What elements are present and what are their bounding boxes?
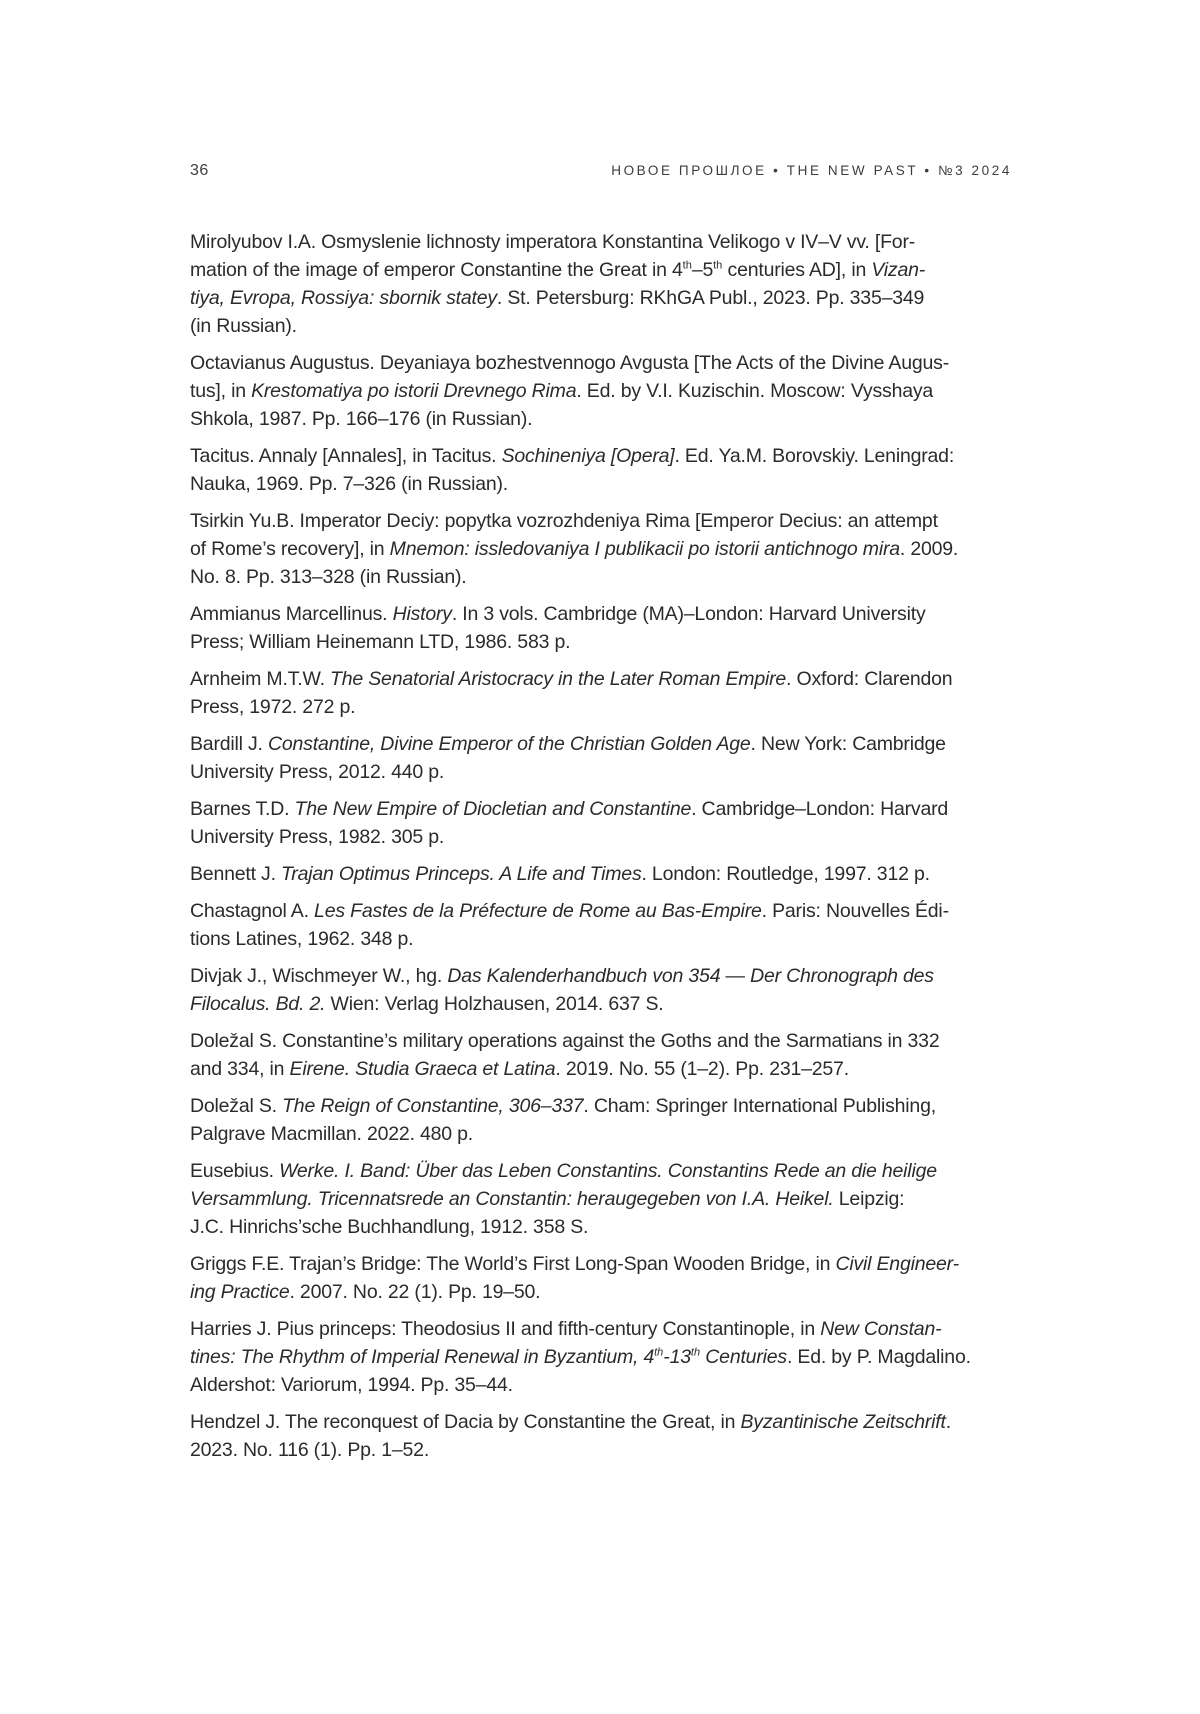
bibliography-line: Griggs F.E. Trajan’s Bridge: The World’s First Long-Span Wooden Bridge, in Civil Engineer-	[190, 1253, 959, 1275]
bibliography-line: mation of the image of emperor Constantine the Great in 4th–5th centuries AD], in Vizan-	[190, 259, 926, 281]
bibliography-line: tions Latines, 1962. 348 p.	[190, 928, 414, 950]
bibliography-entry	[190, 1092, 1016, 1148]
bibliography-line: No. 8. Pp. 313–328 (in Russian).	[190, 566, 467, 588]
bibliography-line: Mirolyubov I.A. Osmyslenie lichnosty imperatora Konstantina Velikogo v IV–V vv. [For-	[190, 231, 916, 253]
bibliography-entry	[190, 442, 1016, 498]
bibliography-line: ing Practice. 2007. No. 22 (1). Pp. 19–50.	[190, 1281, 541, 1303]
bibliography-line: Press; William Heinemann LTD, 1986. 583 p.	[190, 631, 571, 653]
bibliography-entry	[190, 1157, 1016, 1241]
bibliography-line: Hendzel J. The reconquest of Dacia by Constantine the Great, in Byzantinische Zeitschrift.	[190, 1411, 951, 1433]
bibliography-line: tiya, Evropa, Rossiya: sbornik statey. St. Petersburg: RKhGA Publ., 2023. Pp. 335–349	[190, 287, 925, 309]
bibliography-line: (in Russian).	[190, 315, 297, 337]
bibliography-line: Palgrave Macmillan. 2022. 480 p.	[190, 1123, 474, 1145]
bibliography-entry	[190, 897, 1016, 953]
bibliography-line: tines: The Rhythm of Imperial Renewal in Byzantium, 4th-13th Centuries. Ed. by P. Magdalino.	[190, 1346, 971, 1368]
bibliography-line: Doležal S. Constantine’s military operations against the Goths and the Sarmatians in 332	[190, 1030, 940, 1052]
bibliography	[190, 228, 1016, 1473]
bibliography-line: Versammlung. Tricennatsrede an Constantin: heraugegeben von I.A. Heikel. Leipzig:	[190, 1188, 905, 1210]
bibliography-entry	[190, 349, 1016, 433]
bibliography-line: Bennett J. Trajan Optimus Princeps. A Life and Times. London: Routledge, 1997. 312 p.	[190, 863, 930, 885]
bibliography-line: Tsirkin Yu.B. Imperator Deciy: popytka vozrozhdeniya Rima [Emperor Decius: an attempt	[190, 510, 938, 532]
bibliography-line: J.C. Hinrichs’sche Buchhandlung, 1912. 358 S.	[190, 1216, 589, 1238]
bibliography-entry	[190, 600, 1016, 656]
bibliography-line: University Press, 2012. 440 p.	[190, 761, 445, 783]
bibliography-entry	[190, 860, 1016, 888]
bibliography-line: Arnheim M.T.W. The Senatorial Aristocracy in the Later Roman Empire. Oxford: Clarendon	[190, 668, 953, 690]
bibliography-line: Nauka, 1969. Pp. 7–326 (in Russian).	[190, 473, 508, 495]
bibliography-entry	[190, 962, 1016, 1018]
bibliography-line: Bardill J. Constantine, Divine Emperor of the Christian Golden Age. New York: Cambridge	[190, 733, 946, 755]
bibliography-line: Aldershot: Variorum, 1994. Pp. 35–44.	[190, 1374, 513, 1396]
bibliography-entry	[190, 1408, 1016, 1464]
bibliography-line: Divjak J., Wischmeyer W., hg. Das Kalenderhandbuch von 354 — Der Chronograph des	[190, 965, 934, 987]
bibliography-entry	[190, 795, 1016, 851]
bibliography-line: Eusebius. Werke. I. Band: Über das Leben Constantins. Constantins Rede an die heilige	[190, 1160, 937, 1182]
bibliography-entry	[190, 228, 1016, 340]
bibliography-line: of Rome’s recovery], in Mnemon: issledovaniya I publikacii po istorii antichnogo mira. 2009.	[190, 538, 959, 560]
bibliography-line: Tacitus. Annaly [Annales], in Tacitus. Sochineniya [Opera]. Ed. Ya.M. Borovskiy. Leningrad:	[190, 445, 955, 467]
page-header	[190, 162, 1012, 180]
bibliography-line: tus], in Krestomatiya po istorii Drevnego Rima. Ed. by V.I. Kuzischin. Moscow: Vysshaya	[190, 380, 934, 402]
bibliography-line: Doležal S. The Reign of Constantine, 306–337. Cham: Springer International Publishing,	[190, 1095, 936, 1117]
bibliography-line: Shkola, 1987. Pp. 166–176 (in Russian).	[190, 408, 533, 430]
bibliography-line: Press, 1972. 272 p.	[190, 696, 356, 718]
bibliography-entry	[190, 1315, 1016, 1399]
bibliography-entry	[190, 665, 1016, 721]
bibliography-line: Chastagnol A. Les Fastes de la Préfecture de Rome au Bas-Empire. Paris: Nouvelles Édi-	[190, 900, 949, 922]
bibliography-line: 2023. No. 116 (1). Pp. 1–52.	[190, 1439, 430, 1461]
journal-running-title: НОВОЕ ПРОШЛОЕ • THE NEW PAST • №3 2024	[611, 163, 1012, 178]
bibliography-entry	[190, 730, 1016, 786]
bibliography-line: and 334, in Eirene. Studia Graeca et Latina. 2019. No. 55 (1–2). Pp. 231–257.	[190, 1058, 849, 1080]
page-number: 36	[190, 162, 209, 179]
bibliography-entry	[190, 507, 1016, 591]
bibliography-entry	[190, 1027, 1016, 1083]
bibliography-line: Barnes T.D. The New Empire of Diocletian and Constantine. Cambridge–London: Harvard	[190, 798, 949, 820]
bibliography-line: Filocalus. Bd. 2. Wien: Verlag Holzhausen, 2014. 637 S.	[190, 993, 664, 1015]
bibliography-line: Ammianus Marcellinus. History. In 3 vols. Cambridge (MA)–London: Harvard University	[190, 603, 926, 625]
bibliography-line: University Press, 1982. 305 p.	[190, 826, 445, 848]
bibliography-entry	[190, 1250, 1016, 1306]
bibliography-line: Octavianus Augustus. Deyaniaya bozhestvennogo Avgusta [The Acts of the Divine Augus-	[190, 352, 949, 374]
bibliography-line: Harries J. Pius princeps: Theodosius II and fifth-century Constantinople, in New Constan-	[190, 1318, 942, 1340]
